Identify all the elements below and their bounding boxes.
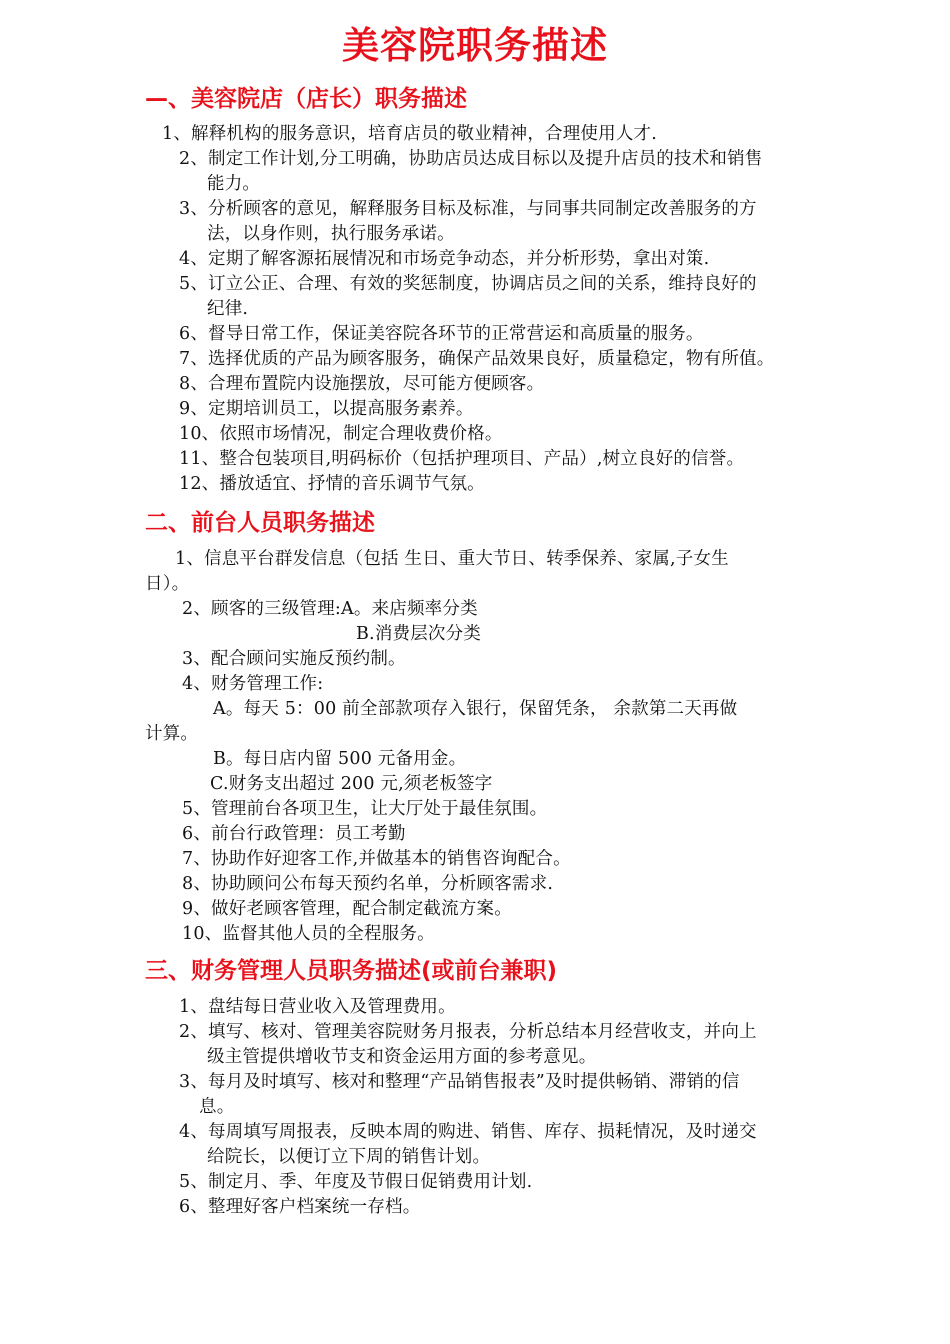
s2-line-9: 9、做好老顾客管理，配合制定截流方案。 [182,899,512,919]
s1-line-2-cont: 能力。 [207,174,261,194]
s1-line-11: 11、整合包装项目,明码标价（包括护理项目、产品）,树立良好的信誉。 [179,449,745,469]
s2-line-1: 1、信息平台群发信息（包括 生日、重大节日、转季保养、家属,子女生 [175,549,729,569]
section-3-heading: 三、财务管理人员职务描述(或前台兼职) [145,958,558,984]
section-1-heading: —、美容院店（店长）职务描述 [145,86,467,112]
s2-line-1-cont: 日）。 [145,574,190,594]
s1-line-5: 5、订立公正、合理、有效的奖惩制度，协调店员之间的关系，维持良好的 [179,274,757,294]
s3-line-4: 4、每周填写周报表，反映本周的购进、销售、库存、损耗情况，及时递交 [179,1122,757,1142]
s2-line-4-a: A。每天 5：00 前全部款项存入银行，保留凭条， 余款第二天再做 [213,699,738,719]
s3-line-3: 3、每月及时填写、核对和整理“产品销售报表”及时提供畅销、滞销的信 [179,1072,740,1092]
s3-line-6: 6、整理好客户档案统一存档。 [179,1197,421,1217]
s2-line-4-c: C.财务支出超过 200 元,须老板签字 [210,774,493,794]
s2-line-4-b: B。每日店内留 500 元备用金。 [213,749,467,769]
s1-line-12: 12、播放适宜、抒情的音乐调节气氛。 [179,474,485,494]
s2-line-4: 4、财务管理工作: [182,674,324,694]
s3-line-2: 2、填写、核对、管理美容院财务月报表，分析总结本月经营收支，并向上 [179,1022,757,1042]
s2-line-8: 8、协助顾问公布每天预约名单，分析顾客需求. [182,874,554,894]
s1-line-2: 2、制定工作计划,分工明确，协助店员达成目标以及提升店员的技术和销售 [179,149,763,169]
s2-line-4-a-cont: 计算。 [145,724,199,744]
s1-line-10: 10、依照市场情况，制定合理收费价格。 [179,424,503,444]
s1-line-5-cont: 纪律. [207,299,249,319]
s2-line-3: 3、配合顾问实施反预约制。 [182,649,406,669]
s1-line-7: 7、选择优质的产品为顾客服务，确保产品效果良好，质量稳定，物有所值。 [179,349,775,369]
s3-line-2-cont: 级主管提供增收节支和资金运用方面的参考意见。 [207,1047,597,1067]
s2-line-7: 7、协助作好迎客工作,并做基本的销售咨询配合。 [182,849,571,869]
s2-line-10: 10、监督其他人员的全程服务。 [182,924,435,944]
document-title: 美容院职务描述 [342,24,608,67]
s2-line-2: 2、顾客的三级管理:A。来店频率分类 [182,599,478,619]
s3-line-1: 1、盘结每日营业收入及管理费用。 [179,997,456,1017]
s3-line-5: 5、制定月、季、年度及节假日促销费用计划. [179,1172,533,1192]
s2-line-5: 5、管理前台各项卫生，让大厅处于最佳氛围。 [182,799,548,819]
s1-line-3-cont: 法，以身作则，执行服务承诺。 [207,224,455,244]
s3-line-3-cont: 息。 [199,1097,235,1117]
s1-line-1: 1、解释机构的服务意识，培育店员的敬业精神，合理使用人才. [162,124,657,144]
s1-line-9: 9、定期培训员工，以提高服务素养。 [179,399,474,419]
s2-line-6: 6、前台行政管理：员工考勤 [182,824,406,844]
s2-line-2-b: B.消费层次分类 [356,624,482,644]
s1-line-4: 4、定期了解客源拓展情况和市场竞争动态，并分析形势，拿出对策. [179,249,710,269]
s3-line-4-cont: 给院长，以便订立下周的销售计划。 [207,1147,491,1167]
s1-line-6: 6、督导日常工作，保证美容院各环节的正常营运和高质量的服务。 [179,324,704,344]
section-2-heading: 二、前台人员职务描述 [145,510,375,536]
s1-line-8: 8、合理布置院内设施摆放，尽可能方便顾客。 [179,374,545,394]
s1-line-3: 3、分析顾客的意见，解释服务目标及标准，与同事共同制定改善服务的方 [179,199,757,219]
